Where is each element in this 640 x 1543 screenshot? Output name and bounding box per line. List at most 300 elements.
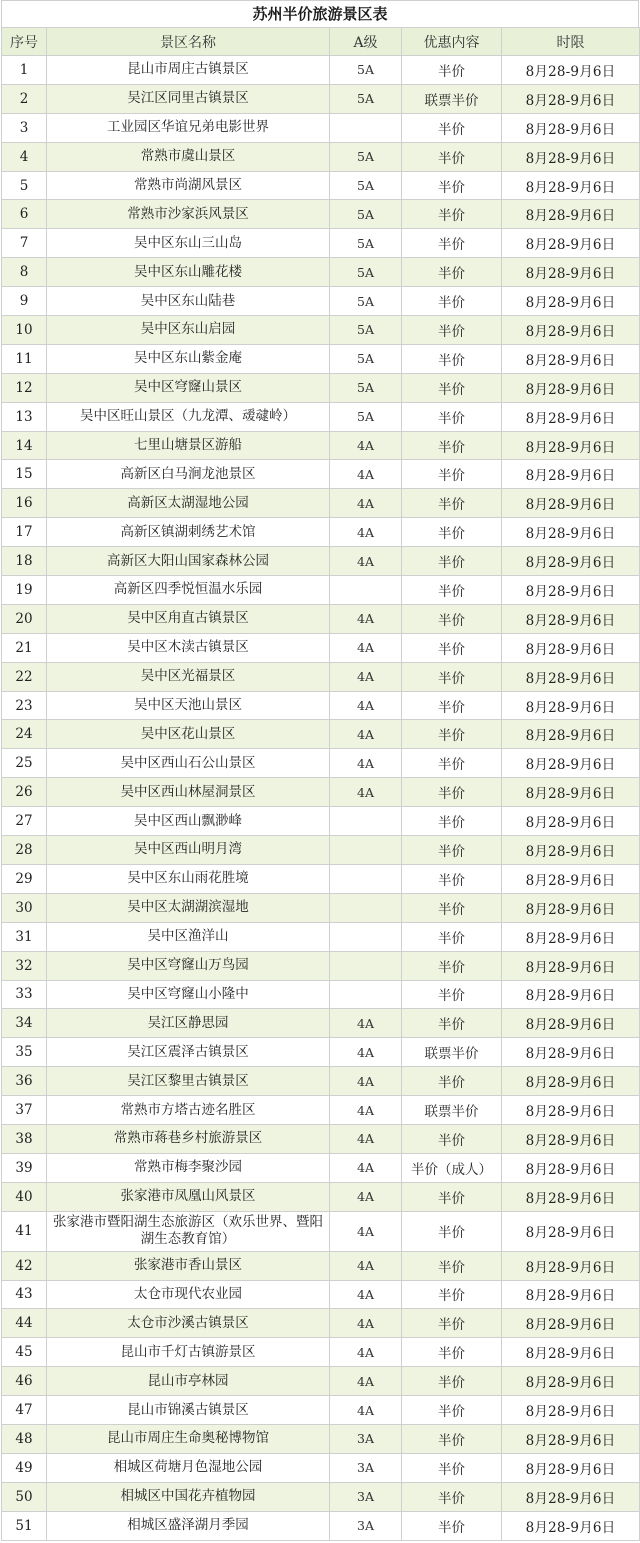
row-discount-cell: 半价	[402, 1453, 502, 1482]
column-header-level: A级	[330, 28, 402, 56]
scenic-spot-table	[1, 27, 640, 1541]
row-period-cell: 8月28-9月6日	[502, 460, 640, 489]
row-name-cell: 太仓市现代农业园	[47, 1280, 330, 1309]
row-name-cell: 七里山塘景区游船	[47, 431, 330, 460]
row-level-cell: 4A	[330, 604, 402, 633]
row-discount-cell: 半价	[402, 604, 502, 633]
row-name-cell: 昆山市千灯古镇游景区	[47, 1338, 330, 1367]
row-no-cell: 45	[2, 1338, 47, 1367]
row-period-cell: 8月28-9月6日	[502, 951, 640, 980]
row-no-cell: 16	[2, 489, 47, 518]
row-discount-cell: 半价	[402, 951, 502, 980]
row-level-cell	[330, 951, 402, 980]
row-no-cell: 28	[2, 836, 47, 865]
row-discount-cell: 半价	[402, 1367, 502, 1396]
row-name-cell: 昆山市周庄古镇景区	[47, 56, 330, 85]
row-discount-cell: 半价	[402, 56, 502, 85]
row-discount-cell: 半价	[402, 778, 502, 807]
row-name-cell: 吴中区穹窿山小隆中	[47, 980, 330, 1009]
row-period-cell: 8月28-9月6日	[502, 1009, 640, 1038]
table-row	[2, 1182, 640, 1211]
table-row	[2, 922, 640, 951]
row-discount-cell: 半价	[402, 1309, 502, 1338]
row-level-cell: 3A	[330, 1511, 402, 1540]
row-discount-cell: 半价	[402, 1211, 502, 1251]
row-name-cell: 昆山市锦溪古镇景区	[47, 1396, 330, 1425]
row-level-cell	[330, 836, 402, 865]
row-period-cell: 8月28-9月6日	[502, 778, 640, 807]
row-no-cell: 31	[2, 922, 47, 951]
row-discount-cell: 半价	[402, 229, 502, 258]
row-discount-cell: 半价	[402, 1482, 502, 1511]
row-discount-cell: 半价	[402, 1511, 502, 1540]
table-row	[2, 287, 640, 316]
row-discount-cell: 半价	[402, 1182, 502, 1211]
table-row	[2, 1211, 640, 1251]
row-period-cell: 8月28-9月6日	[502, 1309, 640, 1338]
row-period-cell: 8月28-9月6日	[502, 56, 640, 85]
row-level-cell: 5A	[330, 344, 402, 373]
table-row	[2, 807, 640, 836]
row-period-cell: 8月28-9月6日	[502, 142, 640, 171]
row-period-cell: 8月28-9月6日	[502, 1251, 640, 1280]
row-discount-cell: 半价	[402, 171, 502, 200]
row-period-cell: 8月28-9月6日	[502, 1211, 640, 1251]
row-discount-cell: 半价（成人）	[402, 1153, 502, 1182]
row-level-cell: 4A	[330, 749, 402, 778]
table-row	[2, 1096, 640, 1125]
row-period-cell: 8月28-9月6日	[502, 1511, 640, 1540]
row-discount-cell: 半价	[402, 720, 502, 749]
table-row	[2, 316, 640, 345]
row-period-cell: 8月28-9月6日	[502, 344, 640, 373]
row-name-cell: 高新区太湖湿地公园	[47, 489, 330, 518]
row-level-cell: 4A	[330, 518, 402, 547]
row-period-cell: 8月28-9月6日	[502, 1038, 640, 1067]
row-period-cell: 8月28-9月6日	[502, 1424, 640, 1453]
row-discount-cell: 半价	[402, 576, 502, 605]
row-period-cell: 8月28-9月6日	[502, 807, 640, 836]
row-period-cell: 8月28-9月6日	[502, 113, 640, 142]
row-name-cell: 吴江区同里古镇景区	[47, 84, 330, 113]
row-period-cell: 8月28-9月6日	[502, 258, 640, 287]
table-row	[2, 1396, 640, 1425]
row-no-cell: 27	[2, 807, 47, 836]
column-header-discount: 优惠内容	[402, 28, 502, 56]
table-row	[2, 402, 640, 431]
row-level-cell: 4A	[330, 547, 402, 576]
row-period-cell: 8月28-9月6日	[502, 1153, 640, 1182]
table-row	[2, 1280, 640, 1309]
row-no-cell: 5	[2, 171, 47, 200]
row-name-cell: 吴中区西山林屋洞景区	[47, 778, 330, 807]
row-name-cell: 吴江区静思园	[47, 1009, 330, 1038]
row-level-cell: 4A	[330, 1280, 402, 1309]
row-discount-cell: 半价	[402, 431, 502, 460]
table-row	[2, 691, 640, 720]
row-level-cell: 4A	[330, 1367, 402, 1396]
row-no-cell: 43	[2, 1280, 47, 1309]
row-level-cell: 5A	[330, 373, 402, 402]
table-row	[2, 576, 640, 605]
row-discount-cell: 半价	[402, 547, 502, 576]
table-row	[2, 778, 640, 807]
table-row	[2, 1124, 640, 1153]
table-row	[2, 431, 640, 460]
row-period-cell: 8月28-9月6日	[502, 1482, 640, 1511]
row-period-cell: 8月28-9月6日	[502, 662, 640, 691]
table-body	[2, 56, 640, 1541]
row-no-cell: 50	[2, 1482, 47, 1511]
row-no-cell: 24	[2, 720, 47, 749]
row-period-cell: 8月28-9月6日	[502, 749, 640, 778]
row-name-cell: 张家港市凤凰山风景区	[47, 1182, 330, 1211]
row-level-cell	[330, 807, 402, 836]
row-no-cell: 33	[2, 980, 47, 1009]
row-period-cell: 8月28-9月6日	[502, 1096, 640, 1125]
row-discount-cell: 半价	[402, 344, 502, 373]
row-no-cell: 26	[2, 778, 47, 807]
row-discount-cell: 半价	[402, 489, 502, 518]
row-name-cell: 吴中区穹窿山景区	[47, 373, 330, 402]
row-level-cell	[330, 576, 402, 605]
row-level-cell: 4A	[330, 1182, 402, 1211]
table-title: 苏州半价旅游景区表	[1, 0, 639, 27]
table-row	[2, 1338, 640, 1367]
row-no-cell: 1	[2, 56, 47, 85]
row-name-cell: 吴中区东山雨花胜境	[47, 864, 330, 893]
row-discount-cell: 半价	[402, 316, 502, 345]
row-no-cell: 3	[2, 113, 47, 142]
row-level-cell: 4A	[330, 431, 402, 460]
row-level-cell	[330, 980, 402, 1009]
row-level-cell: 5A	[330, 142, 402, 171]
row-name-cell: 吴中区东山启园	[47, 316, 330, 345]
table-row	[2, 893, 640, 922]
table-row	[2, 864, 640, 893]
table-row	[2, 1009, 640, 1038]
row-name-cell: 吴江区震泽古镇景区	[47, 1038, 330, 1067]
column-header-no: 序号	[2, 28, 47, 56]
row-no-cell: 14	[2, 431, 47, 460]
row-discount-cell: 半价	[402, 287, 502, 316]
row-discount-cell: 半价	[402, 633, 502, 662]
row-level-cell: 4A	[330, 489, 402, 518]
table-row	[2, 951, 640, 980]
row-discount-cell: 半价	[402, 373, 502, 402]
row-discount-cell: 半价	[402, 807, 502, 836]
row-no-cell: 4	[2, 142, 47, 171]
row-period-cell: 8月28-9月6日	[502, 1453, 640, 1482]
row-no-cell: 17	[2, 518, 47, 547]
row-discount-cell: 半价	[402, 1396, 502, 1425]
table-row	[2, 142, 640, 171]
row-level-cell	[330, 113, 402, 142]
table-row	[2, 373, 640, 402]
row-no-cell: 36	[2, 1067, 47, 1096]
row-name-cell: 常熟市虞山景区	[47, 142, 330, 171]
row-discount-cell: 半价	[402, 402, 502, 431]
row-no-cell: 41	[2, 1211, 47, 1251]
row-no-cell: 37	[2, 1096, 47, 1125]
row-level-cell: 4A	[330, 662, 402, 691]
row-level-cell: 5A	[330, 316, 402, 345]
row-discount-cell: 半价	[402, 142, 502, 171]
row-level-cell: 5A	[330, 200, 402, 229]
row-name-cell: 昆山市周庄生命奥秘博物馆	[47, 1424, 330, 1453]
row-name-cell: 常熟市沙家浜风景区	[47, 200, 330, 229]
table-row	[2, 518, 640, 547]
row-level-cell: 5A	[330, 258, 402, 287]
column-header-name: 景区名称	[47, 28, 330, 56]
row-name-cell: 常熟市方塔古迹名胜区	[47, 1096, 330, 1125]
row-no-cell: 7	[2, 229, 47, 258]
row-level-cell: 4A	[330, 1096, 402, 1125]
row-level-cell: 4A	[330, 778, 402, 807]
table-row	[2, 604, 640, 633]
row-name-cell: 吴中区西山明月湾	[47, 836, 330, 865]
row-period-cell: 8月28-9月6日	[502, 720, 640, 749]
row-level-cell	[330, 922, 402, 951]
row-period-cell: 8月28-9月6日	[502, 287, 640, 316]
row-discount-cell: 联票半价	[402, 1096, 502, 1125]
row-discount-cell: 联票半价	[402, 84, 502, 113]
row-no-cell: 49	[2, 1453, 47, 1482]
table-row	[2, 489, 640, 518]
row-period-cell: 8月28-9月6日	[502, 402, 640, 431]
row-name-cell: 常熟市蒋巷乡村旅游景区	[47, 1124, 330, 1153]
row-level-cell: 4A	[330, 1067, 402, 1096]
row-no-cell: 30	[2, 893, 47, 922]
row-no-cell: 15	[2, 460, 47, 489]
row-name-cell: 高新区四季悦恒温水乐园	[47, 576, 330, 605]
row-level-cell: 5A	[330, 84, 402, 113]
table-row	[2, 1453, 640, 1482]
row-name-cell: 相城区中国花卉植物园	[47, 1482, 330, 1511]
row-no-cell: 8	[2, 258, 47, 287]
row-no-cell: 34	[2, 1009, 47, 1038]
table-row	[2, 1251, 640, 1280]
row-discount-cell: 半价	[402, 691, 502, 720]
row-no-cell: 12	[2, 373, 47, 402]
row-discount-cell: 半价	[402, 1067, 502, 1096]
row-period-cell: 8月28-9月6日	[502, 633, 640, 662]
row-period-cell: 8月28-9月6日	[502, 576, 640, 605]
table-row	[2, 1424, 640, 1453]
row-period-cell: 8月28-9月6日	[502, 171, 640, 200]
row-level-cell: 4A	[330, 633, 402, 662]
table-row	[2, 258, 640, 287]
row-discount-cell: 半价	[402, 836, 502, 865]
row-no-cell: 2	[2, 84, 47, 113]
row-discount-cell: 半价	[402, 113, 502, 142]
row-no-cell: 44	[2, 1309, 47, 1338]
row-level-cell: 4A	[330, 1124, 402, 1153]
row-name-cell: 吴中区穹窿山万鸟园	[47, 951, 330, 980]
row-no-cell: 51	[2, 1511, 47, 1540]
row-discount-cell: 联票半价	[402, 1038, 502, 1067]
row-level-cell: 5A	[330, 287, 402, 316]
row-name-cell: 吴中区甪直古镇景区	[47, 604, 330, 633]
table-row	[2, 1482, 640, 1511]
row-name-cell: 常熟市梅李聚沙园	[47, 1153, 330, 1182]
row-no-cell: 25	[2, 749, 47, 778]
row-no-cell: 23	[2, 691, 47, 720]
row-no-cell: 6	[2, 200, 47, 229]
row-name-cell: 吴中区木渎古镇景区	[47, 633, 330, 662]
row-no-cell: 32	[2, 951, 47, 980]
table-row	[2, 1367, 640, 1396]
row-name-cell: 太仓市沙溪古镇景区	[47, 1309, 330, 1338]
row-discount-cell: 半价	[402, 749, 502, 778]
row-period-cell: 8月28-9月6日	[502, 1280, 640, 1309]
row-name-cell: 吴中区旺山景区（九龙潭、叆叇岭）	[47, 402, 330, 431]
row-level-cell	[330, 893, 402, 922]
row-name-cell: 吴中区东山陆巷	[47, 287, 330, 316]
row-period-cell: 8月28-9月6日	[502, 518, 640, 547]
row-level-cell: 4A	[330, 460, 402, 489]
row-level-cell: 4A	[330, 1338, 402, 1367]
row-period-cell: 8月28-9月6日	[502, 893, 640, 922]
row-discount-cell: 半价	[402, 864, 502, 893]
row-name-cell: 吴中区东山雕花楼	[47, 258, 330, 287]
row-period-cell: 8月28-9月6日	[502, 1367, 640, 1396]
row-no-cell: 42	[2, 1251, 47, 1280]
row-discount-cell: 半价	[402, 893, 502, 922]
table-row	[2, 633, 640, 662]
row-period-cell: 8月28-9月6日	[502, 547, 640, 576]
row-discount-cell: 半价	[402, 258, 502, 287]
row-period-cell: 8月28-9月6日	[502, 316, 640, 345]
table-row	[2, 460, 640, 489]
row-no-cell: 9	[2, 287, 47, 316]
row-name-cell: 常熟市尚湖风景区	[47, 171, 330, 200]
row-no-cell: 10	[2, 316, 47, 345]
row-period-cell: 8月28-9月6日	[502, 229, 640, 258]
table-row	[2, 749, 640, 778]
row-discount-cell: 半价	[402, 1251, 502, 1280]
row-name-cell: 吴中区西山石公山景区	[47, 749, 330, 778]
row-level-cell: 4A	[330, 1251, 402, 1280]
row-discount-cell: 半价	[402, 922, 502, 951]
table-row	[2, 200, 640, 229]
row-level-cell: 4A	[330, 1009, 402, 1038]
row-level-cell: 4A	[330, 1211, 402, 1251]
table-header-row	[2, 28, 640, 56]
row-name-cell: 吴中区天池山景区	[47, 691, 330, 720]
table-row	[2, 1309, 640, 1338]
row-period-cell: 8月28-9月6日	[502, 836, 640, 865]
table-row	[2, 56, 640, 85]
row-no-cell: 39	[2, 1153, 47, 1182]
row-level-cell: 5A	[330, 56, 402, 85]
row-no-cell: 38	[2, 1124, 47, 1153]
row-period-cell: 8月28-9月6日	[502, 200, 640, 229]
row-level-cell: 4A	[330, 691, 402, 720]
row-period-cell: 8月28-9月6日	[502, 489, 640, 518]
row-level-cell: 4A	[330, 1153, 402, 1182]
row-name-cell: 相城区盛泽湖月季园	[47, 1511, 330, 1540]
table-row	[2, 662, 640, 691]
row-no-cell: 35	[2, 1038, 47, 1067]
row-discount-cell: 半价	[402, 460, 502, 489]
table-row	[2, 1153, 640, 1182]
row-period-cell: 8月28-9月6日	[502, 84, 640, 113]
row-name-cell: 高新区大阳山国家森林公园	[47, 547, 330, 576]
scenic-spot-table-sheet	[1, 0, 639, 1541]
table-row	[2, 1511, 640, 1540]
row-discount-cell: 半价	[402, 1124, 502, 1153]
row-no-cell: 29	[2, 864, 47, 893]
row-period-cell: 8月28-9月6日	[502, 980, 640, 1009]
table-row	[2, 171, 640, 200]
row-period-cell: 8月28-9月6日	[502, 431, 640, 460]
row-discount-cell: 半价	[402, 518, 502, 547]
row-name-cell: 高新区白马涧龙池景区	[47, 460, 330, 489]
table-row	[2, 344, 640, 373]
table-row	[2, 84, 640, 113]
row-period-cell: 8月28-9月6日	[502, 864, 640, 893]
row-name-cell: 昆山市亭林园	[47, 1367, 330, 1396]
row-period-cell: 8月28-9月6日	[502, 691, 640, 720]
row-name-cell: 吴中区东山紫金庵	[47, 344, 330, 373]
row-period-cell: 8月28-9月6日	[502, 604, 640, 633]
row-name-cell: 吴中区太湖湖滨湿地	[47, 893, 330, 922]
row-period-cell: 8月28-9月6日	[502, 373, 640, 402]
row-discount-cell: 半价	[402, 1009, 502, 1038]
row-name-cell: 工业园区华谊兄弟电影世界	[47, 113, 330, 142]
row-no-cell: 20	[2, 604, 47, 633]
row-no-cell: 22	[2, 662, 47, 691]
row-level-cell: 3A	[330, 1424, 402, 1453]
row-level-cell: 5A	[330, 402, 402, 431]
row-level-cell: 4A	[330, 1396, 402, 1425]
row-no-cell: 13	[2, 402, 47, 431]
row-no-cell: 48	[2, 1424, 47, 1453]
row-discount-cell: 半价	[402, 1424, 502, 1453]
row-name-cell: 吴中区花山景区	[47, 720, 330, 749]
row-period-cell: 8月28-9月6日	[502, 1067, 640, 1096]
table-row	[2, 113, 640, 142]
row-discount-cell: 半价	[402, 980, 502, 1009]
row-level-cell: 3A	[330, 1453, 402, 1482]
row-level-cell: 4A	[330, 1309, 402, 1338]
table-row	[2, 547, 640, 576]
table-row	[2, 980, 640, 1009]
row-no-cell: 40	[2, 1182, 47, 1211]
row-no-cell: 46	[2, 1367, 47, 1396]
row-level-cell	[330, 864, 402, 893]
row-level-cell: 4A	[330, 720, 402, 749]
row-level-cell: 4A	[330, 1038, 402, 1067]
row-name-cell: 张家港市暨阳湖生态旅游区（欢乐世界、暨阳湖生态教育馆）	[47, 1211, 330, 1251]
column-header-period: 时限	[502, 28, 640, 56]
row-no-cell: 47	[2, 1396, 47, 1425]
row-no-cell: 18	[2, 547, 47, 576]
row-level-cell: 3A	[330, 1482, 402, 1511]
row-name-cell: 吴中区渔洋山	[47, 922, 330, 951]
row-discount-cell: 半价	[402, 662, 502, 691]
row-no-cell: 19	[2, 576, 47, 605]
row-period-cell: 8月28-9月6日	[502, 1396, 640, 1425]
row-name-cell: 吴中区东山三山岛	[47, 229, 330, 258]
row-discount-cell: 半价	[402, 1280, 502, 1309]
row-name-cell: 吴中区光福景区	[47, 662, 330, 691]
row-level-cell: 5A	[330, 171, 402, 200]
row-name-cell: 吴江区黎里古镇景区	[47, 1067, 330, 1096]
table-row	[2, 1067, 640, 1096]
table-row	[2, 229, 640, 258]
